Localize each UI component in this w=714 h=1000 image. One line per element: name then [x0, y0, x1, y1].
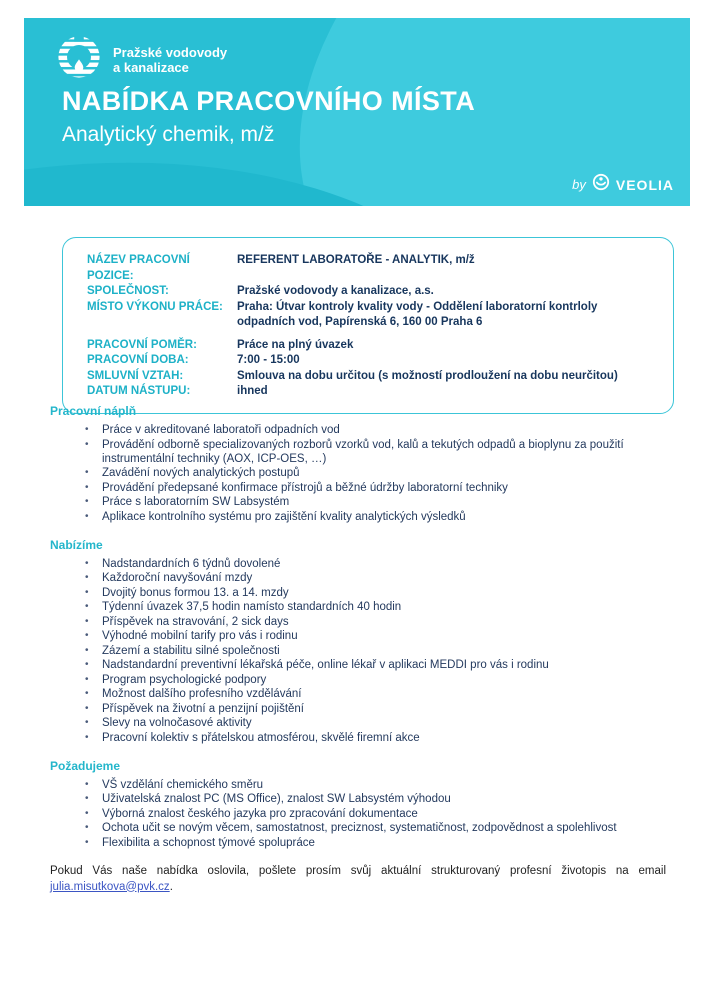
list-item	[50, 687, 666, 701]
list-item-text: Flexibilita a schopnost týmové spolupráce	[102, 836, 315, 849]
bullet-icon: •	[85, 688, 89, 699]
veolia-circle-icon	[592, 173, 610, 196]
pvk-drop-circle-icon	[56, 34, 102, 85]
bullet-icon: •	[85, 673, 89, 685]
veolia-brand-label: VEOLIA	[615, 176, 674, 193]
bullet-icon: •	[85, 630, 89, 641]
bullet-icon: •	[85, 717, 89, 728]
list-item-text: Provádění odborně specializovaných rozborů vzorků vod, kalů a tekutých odpadů a bioplynu za použití instrumentální techniky (AOX, ICP-OES, …)	[102, 438, 624, 465]
bullet-list	[50, 423, 666, 524]
list-item	[50, 423, 666, 437]
list-item	[50, 716, 666, 730]
job-section	[50, 759, 666, 850]
list-item	[50, 821, 666, 835]
list-item	[50, 836, 666, 850]
list-item	[50, 481, 666, 495]
list-item-text: Nadstandardních 6 týdnů dovolené	[102, 557, 281, 570]
list-item-text: Zázemí a stabilitu silné společnosti	[102, 644, 280, 657]
bullet-icon: •	[85, 496, 89, 507]
list-item	[50, 702, 666, 716]
bullet-icon: •	[85, 601, 89, 612]
list-item	[50, 629, 666, 643]
pvk-logo-line1: Pražské vodovody	[113, 44, 228, 60]
list-item	[50, 807, 666, 821]
list-item-text: Ochota učit se novým věcem, samostatnost, preciznost, systematičnost, zodpovědnost a spolehlivost	[102, 822, 617, 834]
header-content	[24, 18, 690, 206]
detail-row	[87, 353, 649, 369]
section-heading: Nabízíme	[50, 537, 103, 552]
list-item	[50, 615, 666, 629]
list-item-text: Týdenní úvazek 37,5 hodin namísto standardních 40 hodin	[102, 601, 402, 613]
list-item	[50, 673, 666, 687]
detail-value: Praha: Útvar kontroly kvality vody - Oddělení laboratorní kontrloly odpadních vod, Papírenská 6, 160 00 Praha 6	[237, 300, 598, 328]
footer-paragraph	[50, 864, 666, 895]
detail-label: NÁZEV PRACOVNÍ POZICE:	[87, 254, 190, 282]
bullet-icon: •	[85, 807, 89, 819]
list-item-text: Uživatelská znalost PC (MS Office), znalost SW Labsystém výhodou	[102, 793, 451, 805]
detail-value: REFERENT LABORATOŘE - ANALYTIK, m/ž	[237, 254, 475, 266]
list-item-text: Pracovní kolektiv s přátelskou atmosférou, skvělé firemní akce	[102, 731, 420, 744]
detail-label: SMLUVNÍ VZTAH:	[87, 369, 184, 382]
bullet-icon: •	[85, 731, 89, 743]
job-section	[50, 404, 666, 524]
bullet-icon: •	[85, 822, 89, 833]
list-item-text: Zavádění nových analytických postupů	[102, 467, 300, 479]
section-heading: Pracovní náplň	[50, 404, 137, 418]
list-item-text: Možnost dalšího profesního vzdělávání	[102, 688, 302, 700]
bullet-icon: •	[85, 557, 89, 569]
list-item	[50, 495, 666, 509]
bullet-icon: •	[85, 424, 89, 435]
detail-label: PRACOVNÍ DOBA:	[87, 354, 189, 366]
details-rows	[87, 253, 649, 400]
pvk-logo	[56, 34, 227, 85]
job-details-box	[62, 237, 674, 414]
bullet-icon: •	[85, 586, 89, 598]
list-item	[50, 778, 666, 792]
detail-row	[87, 284, 649, 300]
bullet-list	[50, 557, 666, 745]
job-sections	[50, 404, 666, 864]
detail-row	[87, 369, 649, 385]
list-item-text: Každoroční navyšování mzdy	[102, 572, 253, 584]
detail-row	[87, 300, 649, 331]
page-subtitle: Analytický chemik, m/ž	[62, 123, 275, 146]
list-item	[50, 438, 666, 466]
list-item	[50, 571, 666, 585]
bullet-icon: •	[85, 615, 89, 627]
list-item	[50, 510, 666, 524]
list-item	[50, 557, 666, 571]
list-item-text: Výborná znalost českého jazyka pro zpracování dokumentace	[102, 807, 418, 820]
detail-value: Pražské vodovody a kanalizace, a.s.	[237, 285, 434, 297]
list-item	[50, 586, 666, 600]
detail-row	[87, 253, 649, 284]
bullet-icon: •	[85, 659, 89, 670]
footer-text: Pokud Vás naše nabídka oslovila, pošlete prosím svůj aktuální strukturovaný profesní životopis na email	[50, 865, 666, 877]
bullet-icon: •	[85, 836, 89, 848]
pvk-logo-line2: a kanalizace	[113, 59, 189, 75]
detail-value: Práce na plný úvazek	[237, 338, 354, 351]
bullet-icon: •	[85, 510, 89, 522]
list-item	[50, 644, 666, 658]
list-item	[50, 466, 666, 480]
list-item-text: Výhodné mobilní tarify pro vás i rodinu	[102, 630, 298, 642]
section-heading: Požadujeme	[50, 758, 121, 773]
bullet-icon: •	[85, 467, 89, 478]
bullet-icon: •	[85, 572, 89, 583]
detail-label: PRACOVNÍ POMĚR:	[87, 338, 197, 351]
bullet-icon: •	[85, 481, 89, 493]
footer-period: .	[169, 880, 173, 893]
bullet-icon: •	[85, 644, 89, 656]
list-item	[50, 792, 666, 806]
bullet-icon: •	[85, 702, 89, 714]
bullet-icon: •	[85, 778, 89, 790]
list-item-text: Příspěvek na stravování, 2 sick days	[102, 615, 289, 628]
list-item-text: Aplikace kontrolního systému pro zajištění kvality analytických výsledků	[102, 510, 466, 523]
list-item-text: Provádění předepsané konfirmace přístrojů a běžné údržby laboratorní techniky	[102, 481, 508, 494]
detail-value: Smlouva na dobu určitou (s možností prodloužení na dobu neurčitou)	[237, 369, 618, 382]
veolia-byline	[572, 173, 674, 196]
list-item-text: Nadstandardní preventivní lékařská péče, online lékař v aplikaci MEDDI pro vás i rodinu	[102, 659, 549, 671]
bullet-icon: •	[85, 793, 89, 804]
email-link[interactable]: julia.misutkova@pvk.cz	[50, 880, 170, 893]
list-item-text: Práce s laboratorním SW Labsystém	[102, 496, 290, 508]
page-title: NABÍDKA PRACOVNÍHO MÍSTA	[62, 86, 476, 116]
list-item-text: Slevy na volnočasové aktivity	[102, 717, 252, 729]
list-item-text: Program psychologické podpory	[102, 673, 267, 686]
list-item	[50, 731, 666, 745]
byline-by-label: by	[572, 177, 586, 192]
list-item	[50, 600, 666, 614]
list-item-text: Práce v akreditované laboratoři odpadních vod	[102, 424, 340, 436]
job-section	[50, 538, 666, 745]
job-posting-header	[24, 18, 690, 206]
detail-label: DATUM NÁSTUPU:	[87, 385, 191, 397]
detail-row	[87, 338, 649, 354]
detail-value: 7:00 - 15:00	[237, 354, 300, 366]
list-item-text: Dvojitý bonus formou 13. a 14. mzdy	[102, 586, 289, 599]
list-item-text: Příspěvek na životní a penzijní pojištění	[102, 702, 305, 715]
detail-value: ihned	[237, 385, 268, 397]
list-item-text: VŠ vzdělání chemického směru	[102, 778, 264, 791]
detail-row	[87, 384, 649, 400]
list-item	[50, 658, 666, 672]
detail-label: SPOLEČNOST:	[87, 285, 169, 297]
pvk-logo-text	[113, 45, 227, 75]
bullet-list	[50, 778, 666, 850]
bullet-icon: •	[85, 438, 89, 450]
detail-label: MÍSTO VÝKONU PRÁCE:	[87, 300, 223, 313]
